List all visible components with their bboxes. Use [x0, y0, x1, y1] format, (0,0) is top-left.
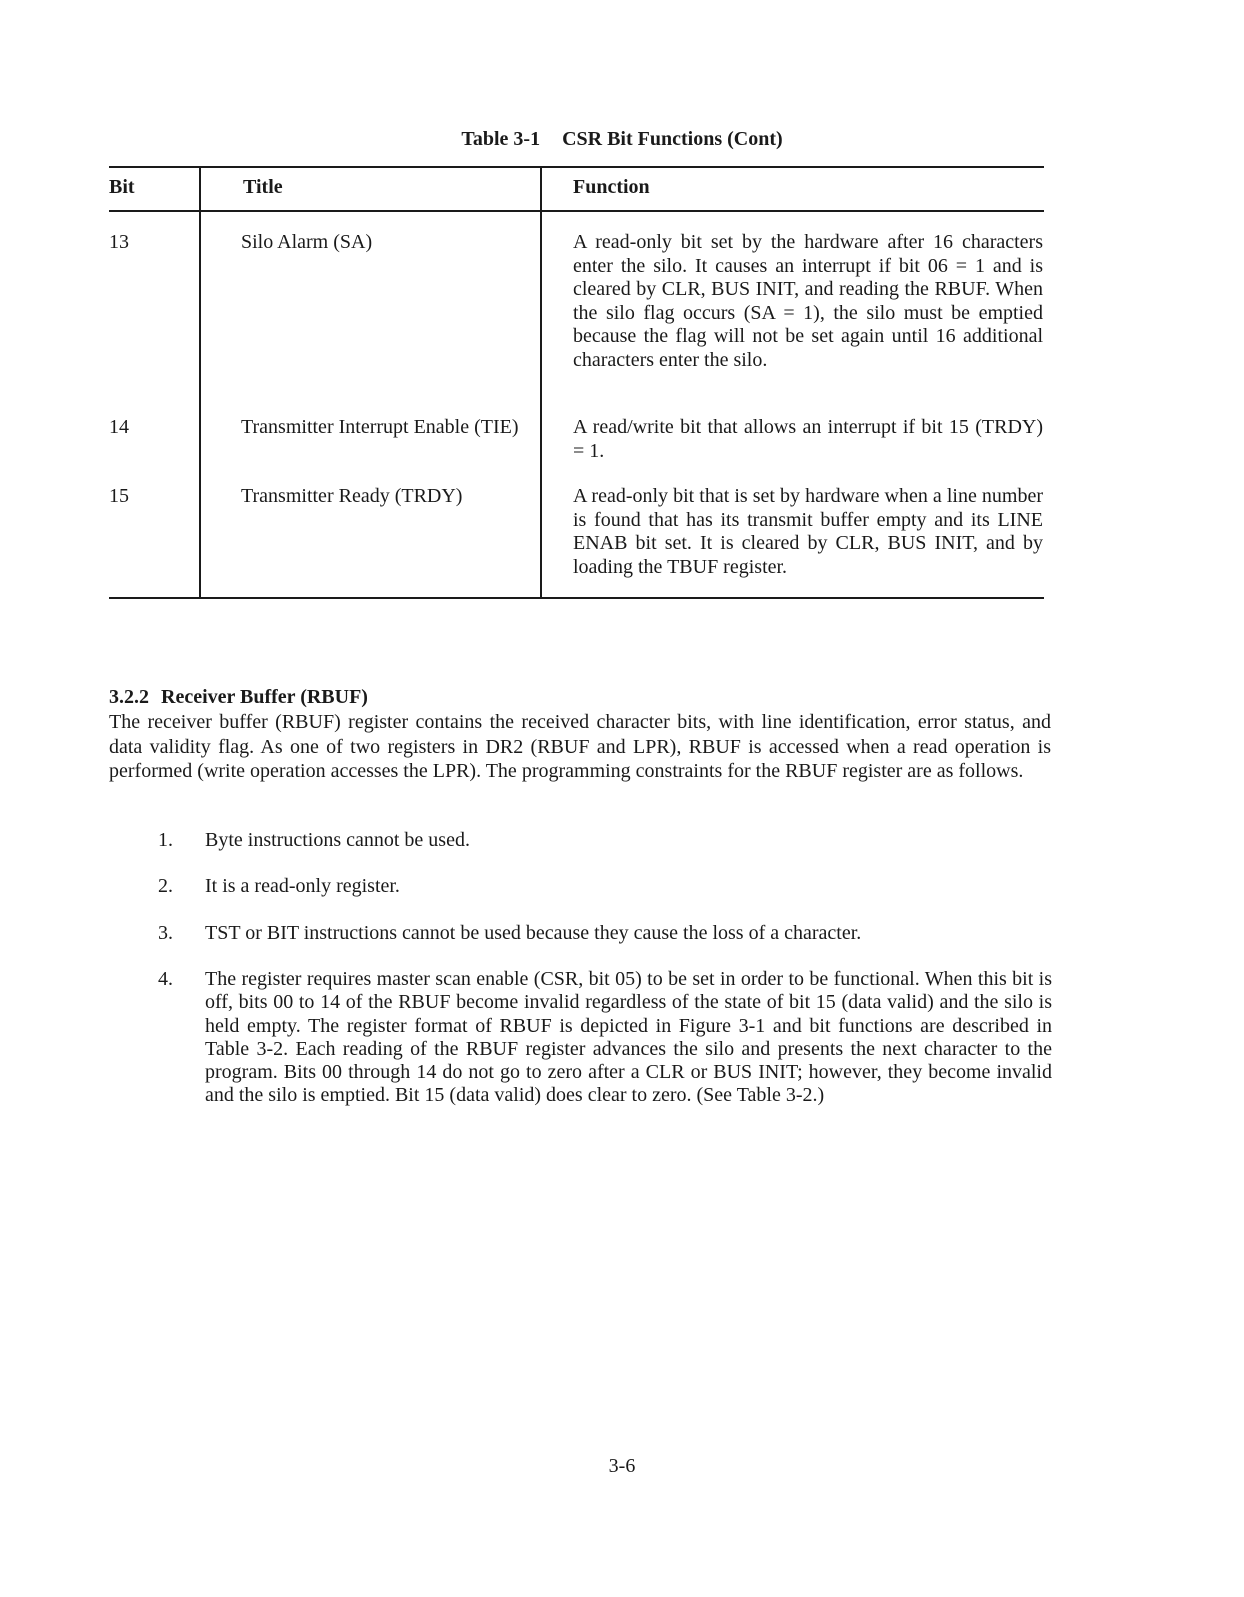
table-column-divider	[199, 166, 201, 599]
section-heading	[109, 686, 368, 709]
table-header-rule	[109, 210, 1044, 212]
section-title: Receiver Buffer (RBUF)	[161, 686, 368, 708]
list-item-number: 2.	[158, 875, 173, 897]
table-row-title: Silo Alarm (SA)	[241, 231, 373, 253]
table-bottom-rule	[109, 597, 1044, 599]
table-row-bit: 15	[109, 485, 129, 507]
header-title: Title	[243, 176, 283, 198]
table-row-function: A read/write bit that allows an interrupt if bit 15 (TRDY) = 1.	[573, 416, 1043, 462]
table-row-title: Transmitter Interrupt Enable (TIE)	[241, 416, 519, 438]
list-item-number: 3.	[158, 922, 173, 944]
table-top-rule	[109, 166, 1044, 168]
section-number: 3.2.2	[109, 686, 149, 708]
table-column-divider	[540, 166, 542, 599]
page-number: 3-6	[608, 1455, 636, 1477]
list-item: The register requires master scan enable (CSR, bit 05) to be set in order to be functional. When this bit is off, bits 00 to 14 of the RBUF become invalid regardless of the state of bit 15 (data valid) and the silo is held empty. The register format of RBUF is depicted in Figure 3-1 and bit functions are described in Table 3-2. Each reading of the RBUF register advances the silo and presents the next character to the program. Bits 00 through 14 do not go to zero after a CLR or BUS INIT; however, they become invalid and the silo is emptied. Bit 15 (data valid) does clear to zero. (See Table 3-2.)	[205, 968, 1052, 1107]
table-row-bit: 14	[109, 416, 129, 438]
list-item-number: 1.	[158, 829, 173, 851]
list-item: TST or BIT instructions cannot be used because they cause the loss of a character.	[205, 922, 862, 944]
header-bit: Bit	[109, 176, 135, 198]
table-row-function: A read-only bit set by the hardware after 16 characters enter the silo. It causes an interrupt if bit 06 = 1 and is cleared by CLR, BUS INIT, and reading the RBUF. When the silo flag occurs (SA = 1), the silo must be emptied because the flag will not be set again until 16 additional characters enter the silo.	[573, 231, 1043, 371]
list-item: It is a read-only register.	[205, 875, 400, 897]
table-row-title: Transmitter Ready (TRDY)	[241, 485, 463, 507]
table-caption-number: Table 3-1	[461, 128, 541, 150]
header-function: Function	[573, 176, 650, 198]
table-caption-title: CSR Bit Functions (Cont)	[562, 128, 783, 150]
section-paragraph: The receiver buffer (RBUF) register contains the received character bits, with line identification, error status, and data validity flag. As one of two registers in DR2 (RBUF and LPR), RBUF is accessed when a read operation is performed (write operation accesses the LPR). The programming constraints for the RBUF register are as follows.	[109, 711, 1051, 782]
csr-bit-functions-table	[109, 166, 1044, 599]
list-item: Byte instructions cannot be used.	[205, 829, 470, 851]
table-caption	[0, 128, 1244, 151]
list-item-number: 4.	[158, 968, 173, 990]
table-row-function: A read-only bit that is set by hardware when a line number is found that has its transmit buffer empty and its LINE ENAB bit set. It is cleared by CLR, BUS INIT, and by loading the TBUF register.	[573, 485, 1043, 578]
table-row-bit: 13	[109, 231, 129, 253]
